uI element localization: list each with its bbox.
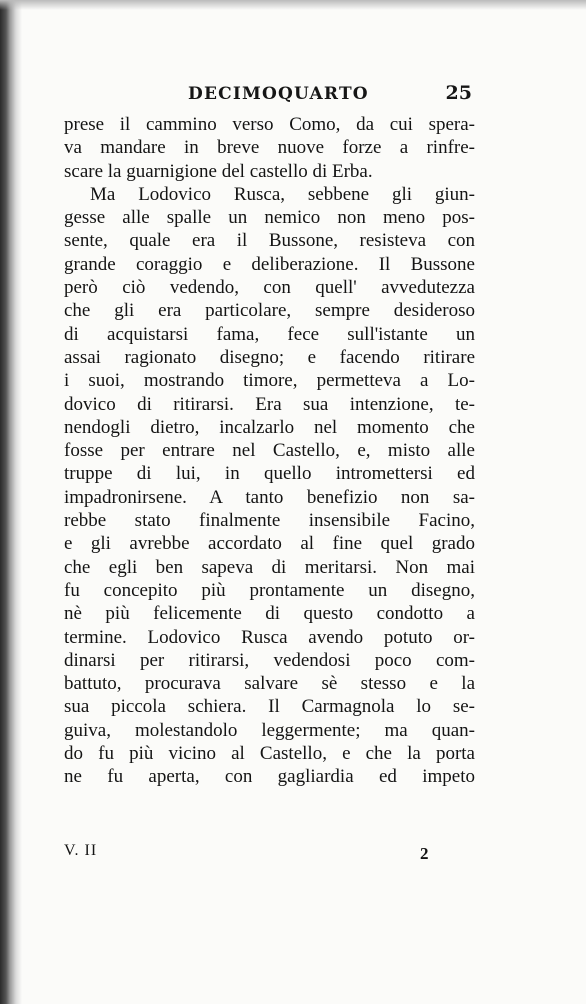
text-line: sente, quale era il Bussone, resisteva con (64, 230, 475, 252)
running-head (60, 84, 480, 114)
text-line: i suoi, mostrando timore, permetteva a Lo- (64, 370, 475, 392)
text-line: impadronirsene. A tanto benefizio non sa- (64, 486, 475, 508)
text-line: termine. Lodovico Rusca avendo potuto or- (64, 626, 475, 648)
text-line: che gli era particolare, sempre desideroso (64, 300, 475, 322)
binding-shadow (0, 0, 22, 1004)
text-line: ne fu aperta, con gagliardia ed impeto (64, 766, 475, 788)
text-line: dovico di ritirarsi. Era sua intenzione, te- (64, 393, 475, 415)
text-line: assai ragionato disegno; e facendo ritirare (64, 346, 475, 368)
text-line: truppe di lui, in quello intromettersi ed (64, 463, 475, 485)
page-number: 25 (445, 82, 472, 104)
body-text (64, 113, 475, 789)
text-line: fosse per entrare nel Castello, e, misto alle (64, 440, 475, 462)
text-line: nè più felicemente di questo condotto a (64, 603, 475, 625)
text-line: guiva, molestandolo leggermente; ma quan- (64, 719, 475, 741)
volume-signature: V. II (64, 842, 98, 859)
text-line: va mandare in breve nuove forze a rinfre- (64, 137, 475, 159)
text-line: di acquistarsi fama, fece sull'istante un (64, 323, 475, 345)
text-line: però ciò vedendo, con quell' avvedutezza (64, 277, 475, 299)
text-line: grande coraggio e deliberazione. Il Bussone (64, 253, 475, 275)
text-line: e gli avrebbe accordato al fine quel grado (64, 533, 475, 555)
text-line: nendogli dietro, incalzarlo nel momento che (64, 416, 475, 438)
text-line: prese il cammino verso Como, da cui spera- (64, 114, 475, 135)
text-line: gesse alle spalle un nemico non meno pos- (64, 207, 475, 229)
page-footer (64, 842, 475, 868)
gathering-signature: 2 (420, 844, 429, 863)
text-line: fu concepito più prontamente un disegno, (64, 579, 475, 601)
text-line: rebbe stato finalmente insensibile Facino, (64, 510, 475, 532)
text-line: che egli ben sapeva di meritarsi. Non mai (64, 556, 475, 578)
text-line: Ma Lodovico Rusca, sebbene gli giun- (90, 183, 475, 205)
text-line: dinarsi per ritirarsi, vedendosi poco com- (64, 649, 475, 671)
text-line: scare la guarnigione del castello di Erba. (64, 160, 373, 182)
text-line: sua piccola schiera. Il Carmagnola lo se- (64, 696, 475, 718)
top-edge-shadow (0, 0, 586, 10)
running-title: DECIMOQUARTO (188, 84, 369, 104)
text-line: do fu più vicino al Castello, e che la porta (64, 743, 475, 765)
text-line: battuto, procurava salvare sè stesso e la (64, 673, 475, 695)
